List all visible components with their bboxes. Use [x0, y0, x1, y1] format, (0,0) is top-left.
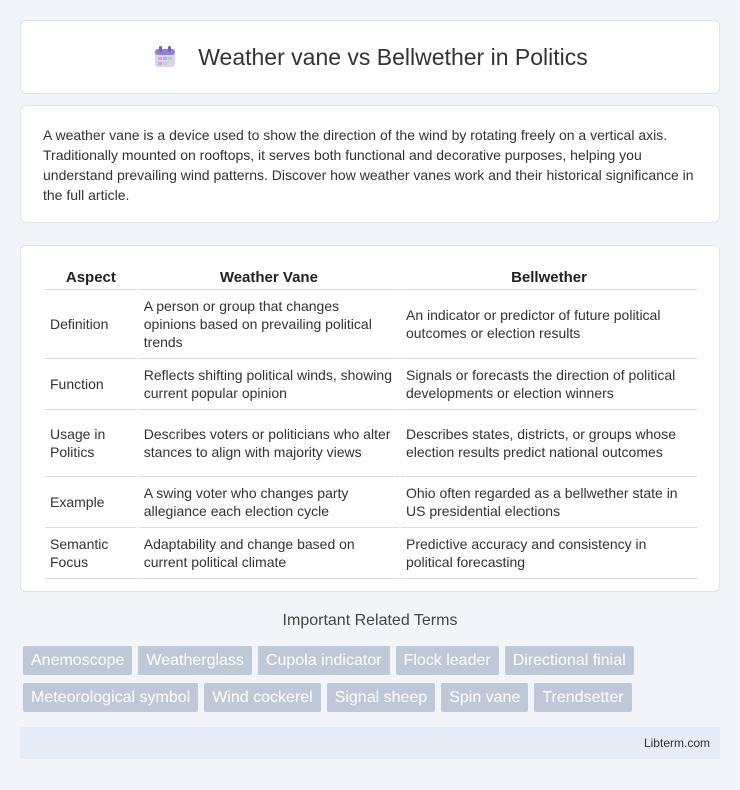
comparison-table-card	[20, 245, 720, 592]
cell-weather-vane: Reflects shifting political winds, showing current popular opinion	[139, 359, 399, 410]
cell-weather-vane: Adaptability and change based on current political climate	[139, 528, 399, 579]
related-terms-title: Important Related Terms	[282, 612, 458, 629]
intro-text: A weather vane is a device used to show the direction of the wind by rotating freely on a vertical axis. Traditionally mounted on rooftops, it serves both functional and decorative purposes, helping you understand prevailing wind patterns. Discover how weather vanes work and their historical significance in the full article.	[43, 127, 694, 203]
tag-signal-sheep[interactable]: Signal sheep	[327, 683, 436, 712]
table-row	[45, 528, 697, 579]
related-terms-list	[23, 646, 723, 712]
table-row	[45, 477, 697, 528]
cell-bellwether: Ohio often regarded as a bellwether state in US presidential elections	[401, 477, 697, 528]
table-row	[45, 359, 697, 410]
tag-cupola-indicator[interactable]: Cupola indicator	[258, 646, 390, 675]
table-row	[45, 410, 697, 477]
cell-weather-vane: Describes voters or politicians who alter stances to align with majority views	[139, 410, 399, 477]
cell-aspect: Usage in Politics	[45, 410, 137, 477]
cell-aspect: Semantic Focus	[45, 528, 137, 579]
cell-aspect: Definition	[45, 290, 137, 359]
cell-aspect: Example	[45, 477, 137, 528]
page-title: Weather vane vs Bellwether in Politics	[198, 43, 588, 70]
tag-wind-cockerel[interactable]: Wind cockerel	[204, 683, 320, 712]
calendar-icon	[152, 44, 178, 70]
header-card	[20, 20, 720, 94]
cell-bellwether: An indicator or predictor of future political outcomes or election results	[401, 290, 697, 359]
comparison-table	[43, 266, 699, 579]
cell-weather-vane: A swing voter who changes party allegiance each election cycle	[139, 477, 399, 528]
tag-flock-leader[interactable]: Flock leader	[396, 646, 499, 675]
header-aspect: Aspect	[45, 266, 137, 290]
intro-card	[20, 105, 720, 223]
header-weather-vane: Weather Vane	[139, 266, 399, 290]
tag-anemoscope[interactable]: Anemoscope	[23, 646, 132, 675]
footer-site-link[interactable]: Libterm.com	[643, 736, 710, 750]
tag-trendsetter[interactable]: Trendsetter	[534, 683, 631, 712]
tag-meteorological-symbol[interactable]: Meteorological symbol	[23, 683, 198, 712]
footer	[20, 727, 720, 759]
tag-spin-vane[interactable]: Spin vane	[441, 683, 528, 712]
cell-bellwether: Signals or forecasts the direction of political developments or election winners	[401, 359, 697, 410]
table-header-row	[45, 266, 697, 290]
tag-directional-finial[interactable]: Directional finial	[505, 646, 634, 675]
cell-aspect: Function	[45, 359, 137, 410]
cell-bellwether: Describes states, districts, or groups whose election results predict national outcomes	[401, 410, 697, 477]
cell-weather-vane: A person or group that changes opinions based on prevailing political trends	[139, 290, 399, 359]
cell-bellwether: Predictive accuracy and consistency in political forecasting	[401, 528, 697, 579]
tag-weatherglass[interactable]: Weatherglass	[138, 646, 252, 675]
header-bellwether: Bellwether	[401, 266, 697, 290]
table-row	[45, 290, 697, 359]
